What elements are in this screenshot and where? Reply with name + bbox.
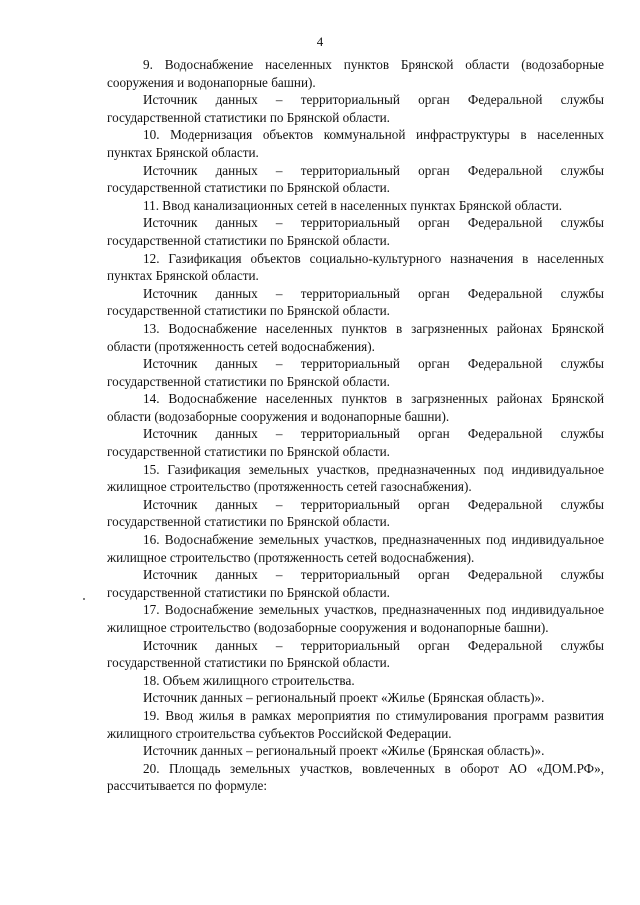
paragraph-item-14: 14. Водоснабжение населенных пунктов в загрязненных районах Брянской области (водозаборные сооружения и водонапорные башни). — [107, 391, 604, 424]
paragraph-source-9: Источник данных – территориальный орган Федеральной службы государственной статистики по Брянской области. — [107, 92, 604, 125]
paragraph-source-11: Источник данных – территориальный орган Федеральной службы государственной статистики по Брянской области. — [107, 215, 604, 248]
paragraph-source-13: Источник данных – территориальный орган Федеральной службы государственной статистики по Брянской области. — [107, 356, 604, 389]
paragraph-item-20: 20. Площадь земельных участков, вовлеченных в оборот АО «ДОМ.РФ», рассчитывается по формуле: — [107, 760, 604, 794]
paragraph-source-17: Источник данных – территориальный орган Федеральной службы государственной статистики по Брянской области. — [107, 637, 604, 671]
paragraph-item-13: 13. Водоснабжение населенных пунктов в загрязненных районах Брянской области (протяженность сетей водоснабжения). — [107, 320, 604, 354]
paragraph-source-15: Источник данных – территориальный орган Федеральной службы государственной статистики по Брянской области. — [107, 496, 604, 530]
scan-speck — [83, 598, 85, 600]
paragraph-item-18: 18. Объем жилищного строительства. — [143, 672, 355, 688]
paragraph-item-12: 12. Газификация объектов социально-культурного назначения в населенных пунктах Брянской области. — [107, 250, 604, 284]
paragraph-source-18: Источник данных – региональный проект «Жилье (Брянская область)». — [143, 690, 545, 706]
paragraph-source-12: Источник данных – территориальный орган Федеральной службы государственной статистики по Брянской области. — [107, 285, 604, 319]
paragraph-item-10: 10. Модернизация объектов коммунальной инфраструктуры в населенных пунктах Брянской области. — [107, 127, 604, 160]
paragraph-item-9: 9. Водоснабжение населенных пунктов Брянской области (водозаборные сооружения и водонапорные башни). — [107, 57, 604, 90]
paragraph-item-15: 15. Газификация земельных участков, предназначенных под индивидуальное жилищное строительство (протяженность сетей газоснабжения). — [107, 461, 604, 495]
document-body — [107, 56, 604, 795]
paragraph-source-10: Источник данных – территориальный орган Федеральной службы государственной статистики по Брянской области. — [107, 162, 604, 196]
page-number: 4 — [316, 34, 324, 49]
paragraph-item-17: 17. Водоснабжение земельных участков, предназначенных под индивидуальное жилищное строительство (водозаборные сооружения и водонапорные башни). — [107, 602, 604, 635]
paragraph-item-16: 16. Водоснабжение земельных участков, предназначенных под индивидуальное жилищное строительство (протяженность сетей водоснабжения). — [107, 532, 604, 565]
paragraph-source-14: Источник данных – территориальный орган Федеральной службы государственной статистики по Брянской области. — [107, 426, 604, 460]
paragraph-item-19: 19. Ввод жилья в рамках мероприятия по стимулирования программ развития жилищного строительства субъектов Российской Федерации. — [107, 707, 604, 741]
paragraph-item-11: 11. Ввод канализационных сетей в населенных пунктах Брянской области. — [143, 197, 563, 213]
paragraph-source-19: Источник данных – региональный проект «Жилье (Брянская область)». — [143, 743, 545, 759]
paragraph-source-16: Источник данных – территориальный орган Федеральной службы государственной статистики по Брянской области. — [107, 567, 604, 600]
